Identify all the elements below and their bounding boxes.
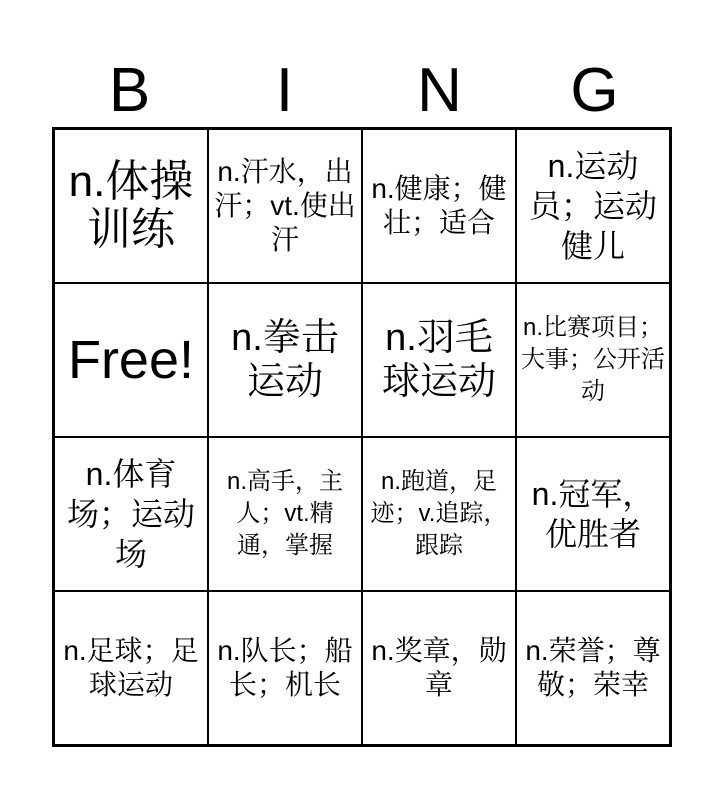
bingo-cell[interactable] — [208, 437, 362, 591]
cell-text: n.运动员；运动健儿 — [528, 148, 657, 264]
header-letter-g: G — [570, 56, 619, 125]
header-letter-i: I — [275, 56, 294, 125]
cell-text: n.奖章，勋章 — [371, 635, 507, 700]
cell-text: n.足球；足球运动 — [63, 635, 199, 700]
bingo-header — [52, 56, 672, 126]
bingo-cell[interactable] — [54, 437, 208, 591]
cell-text: n.跑道，足迹；v.追踪，跟踪 — [370, 468, 508, 559]
header-letter-b: B — [108, 56, 151, 125]
bingo-cell[interactable] — [516, 283, 670, 437]
cell-text: Free! — [67, 330, 195, 390]
bingo-cell[interactable] — [208, 591, 362, 745]
bingo-cell[interactable] — [516, 591, 670, 745]
cell-text: n.拳击运动 — [231, 317, 339, 403]
bingo-cell[interactable] — [54, 591, 208, 745]
cell-text: n.冠军，优胜者 — [531, 476, 655, 552]
cell-text: n.体操训练 — [68, 157, 194, 254]
cell-text: n.荣誉；尊敬；荣幸 — [525, 635, 661, 700]
bingo-cell[interactable] — [362, 591, 516, 745]
cell-text: n.羽毛球运动 — [381, 317, 496, 403]
bingo-cell[interactable] — [362, 129, 516, 283]
header-letter-n: N — [417, 56, 462, 125]
bingo-cell[interactable] — [362, 437, 516, 591]
cell-text: n.体育场；运动场 — [66, 456, 195, 572]
bingo-cell[interactable] — [54, 129, 208, 283]
cell-text: n.高手，主人；vt.精通，掌握 — [226, 468, 343, 559]
cell-text: n.汗水，出汗；vt.使出汗 — [214, 156, 356, 255]
cell-text: n.队长；船长；机长 — [217, 635, 353, 700]
bingo-cell[interactable] — [516, 437, 670, 591]
free-space-cell[interactable] — [54, 283, 208, 437]
bingo-cell[interactable] — [516, 129, 670, 283]
bingo-cell[interactable] — [208, 129, 362, 283]
cell-text: n.比赛项目；大事；公开活动 — [521, 314, 665, 405]
cell-text: n.健康；健壮；适合 — [371, 173, 507, 238]
bingo-cell[interactable] — [362, 283, 516, 437]
bingo-card — [52, 127, 672, 747]
bingo-cell[interactable] — [208, 283, 362, 437]
